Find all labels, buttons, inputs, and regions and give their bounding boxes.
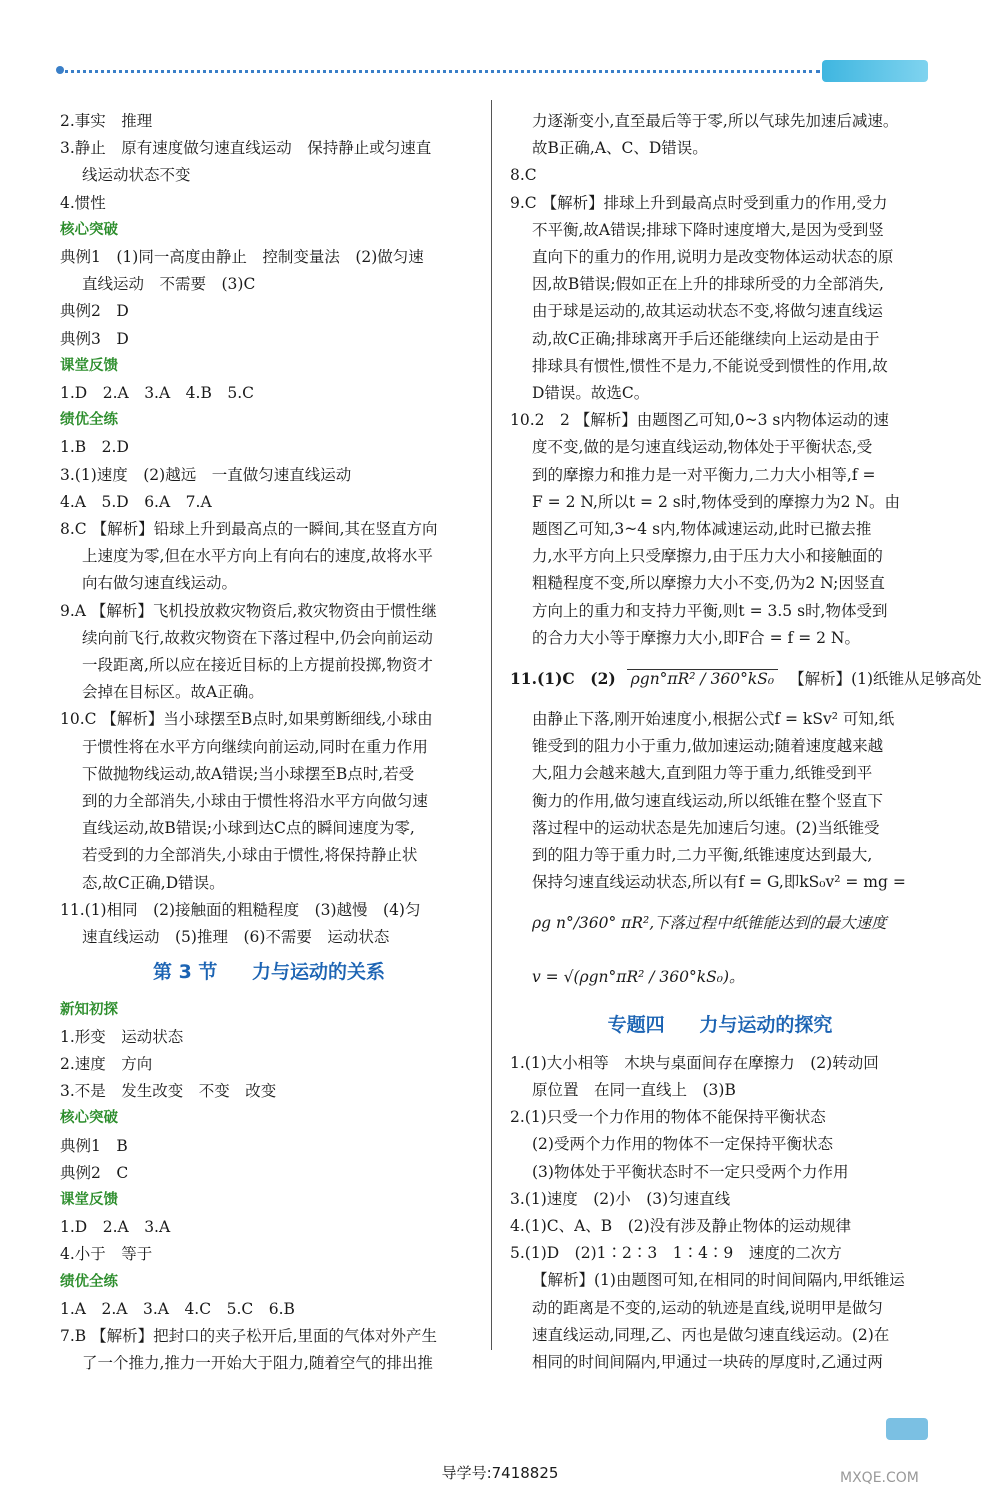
answer-line: 直向下的重力的作用,说明力是改变物体运动状态的原 xyxy=(532,248,894,267)
answer-line: 速直线运动 (5)推理 (6)不需要 运动状态 xyxy=(82,928,390,947)
answer-line: 9.C 【解析】排球上升到最高点时受到重力的作用,受力 xyxy=(510,193,888,212)
answer-line: 上速度为零,但在水平方向上有向右的速度,故将水平 xyxy=(82,547,433,566)
answer-line: 8.C xyxy=(510,166,537,185)
header-badge xyxy=(822,60,928,82)
topic-4-heading xyxy=(510,1012,930,1039)
answer-line: 方向上的重力和支持力平衡,则t = 3.5 s时,物体受到 xyxy=(532,601,888,620)
answer-line: 8.C 【解析】铅球上升到最高点的一瞬间,其在竖直方向 xyxy=(60,520,438,539)
answer-line: 落过程中的运动状态是先加速后匀速。(2)当纸锥受 xyxy=(532,818,880,837)
answer-line: 5.(1)D (2)1∶2∶3 1∶4∶9 速度的二次方 xyxy=(510,1244,842,1263)
chapter-title: 力与运动的关系 xyxy=(252,961,386,984)
answer-line: 直线运动 不需要 (3)C xyxy=(82,275,256,294)
answer-line: 1.D 2.A 3.A 4.B 5.C xyxy=(60,384,255,403)
right-column xyxy=(510,108,982,1376)
q11-sqrt-formula: ρgn°πR² / 360°kS₀ xyxy=(627,669,778,688)
answer-line: 态,故C正确,D错误。 xyxy=(82,873,225,892)
q11-formula-text2: v = √(ρgn°πR² / 360°kS₀)。 xyxy=(532,968,745,987)
answer-line: 9.A 【解析】飞机投放救灾物资后,救灾物资由于惯性继 xyxy=(60,601,437,620)
left-answers-part1 xyxy=(60,108,478,951)
answer-line: 7.B 【解析】把封口的夹子松开后,里面的气体对外产生 xyxy=(60,1326,438,1345)
answer-line: 动,故C正确;排球离开手后还能继续向上运动是由于 xyxy=(532,329,880,348)
answer-line: 3.静止 原有速度做匀速直线运动 保持静止或匀速直 xyxy=(60,139,432,158)
right-answers-part3 xyxy=(510,1050,930,1376)
answer-line: 到的摩擦力和推力是一对平衡力,二力大小相等,f = xyxy=(532,465,876,484)
left-column xyxy=(60,108,478,1377)
page-number-badge xyxy=(886,1418,928,1440)
chapter-3-heading xyxy=(60,959,478,986)
answer-line: 的合力大小等于摩擦力大小,即F合 = f = 2 N。 xyxy=(532,628,860,647)
answer-line: 1.形变 运动状态 xyxy=(60,1027,184,1046)
answer-line: 了一个推力,推力一开始大于阻力,随着空气的排出推 xyxy=(82,1354,433,1373)
q11-head: 11.(1)C (2) xyxy=(510,669,616,689)
answer-line: 典例2 D xyxy=(60,302,129,321)
section-heading: 核心突破 xyxy=(60,1110,118,1127)
answer-line: 直线运动,故B错误;小球到达C点的瞬间速度为零, xyxy=(82,819,415,838)
answer-line: (2)受两个力作用的物体不一定保持平衡状态 xyxy=(532,1135,833,1154)
answer-line: 排球具有惯性,惯性不是力,不能说受到惯性的作用,故 xyxy=(532,356,888,375)
answer-line: 力,水平方向上只受摩擦力,由于压力大小和接触面的 xyxy=(532,547,883,566)
q11-formula-line xyxy=(510,652,982,706)
section-heading: 新知初探 xyxy=(60,1001,118,1018)
header-dotted-rule xyxy=(58,70,820,73)
answer-line: 速直线运动,同理,乙、丙也是做匀速直线运动。(2)在 xyxy=(532,1325,890,1344)
answer-line: F = 2 N,所以t = 2 s时,物体受到的摩擦力为2 N。由 xyxy=(532,492,900,511)
section-heading: 课堂反馈 xyxy=(60,1191,118,1208)
watermark-text: MXQE.COM xyxy=(840,1470,919,1486)
answer-line: 线运动状态不变 xyxy=(82,166,191,185)
answer-line: 粗糙程度不变,所以摩擦力大小不变,仍为2 N;因竖直 xyxy=(532,574,885,593)
chapter-number: 第 3 节 xyxy=(152,961,218,984)
answer-line: 题图乙可知,3~4 s内,物体减速运动,此时已撤去推 xyxy=(532,520,872,539)
right-answers-part1 xyxy=(510,108,930,652)
q11-formula-text1: ρg n°/360° πR²,下落过程中纸锥能达到的最大速度 xyxy=(532,914,887,933)
answer-line: 故B正确,A、C、D错误。 xyxy=(532,139,708,158)
section-heading: 核心突破 xyxy=(60,221,118,238)
answer-line: 锥受到的阻力小于重力,做加速运动;随着速度越来越 xyxy=(532,737,884,756)
answer-line: 4.A 5.D 6.A 7.A xyxy=(60,492,212,511)
footer-guide-number: 导学号:7418825 xyxy=(441,1464,559,1482)
answer-line: 因,故B错误;假如正在上升的排球所受的力全部消失, xyxy=(532,275,884,294)
answer-line: 【解析】(1)由题图可知,在相同的时间间隔内,甲纸锥运 xyxy=(532,1271,905,1290)
answer-line: 4.(1)C、A、B (2)没有涉及静止物体的运动规律 xyxy=(510,1216,852,1235)
answer-line: 10.C 【解析】当小球摆至B点时,如果剪断细线,小球由 xyxy=(60,710,433,729)
answer-line: 由于球是运动的,故其运动状态不变,将做匀速直线运 xyxy=(532,302,883,321)
topic-number: 专题四 xyxy=(607,1014,665,1037)
answer-line: 续向前飞行,故救灾物资在下落过程中,仍会向前运动 xyxy=(82,628,433,647)
answer-line: 典例2 C xyxy=(60,1163,129,1182)
answer-line: 1.B 2.D xyxy=(60,438,129,457)
answer-line: 到的阻力等于重力时,二力平衡,纸锥速度达到最大, xyxy=(532,846,873,865)
answer-line: 3.(1)速度 (2)越远 一直做匀速直线运动 xyxy=(60,465,352,484)
answer-line: 1.D 2.A 3.A xyxy=(60,1218,171,1237)
answer-line: 度不变,做的是匀速直线运动,物体处于平衡状态,受 xyxy=(532,438,873,457)
answer-line: 一段距离,所以应在接近目标的上方提前投掷,物资才 xyxy=(82,656,433,675)
answer-line: 由静止下落,刚开始速度小,根据公式f = kSv² 可知,纸 xyxy=(532,710,895,729)
answer-line: 力逐渐变小,直至最后等于零,所以气球先加速后减速。 xyxy=(532,112,899,130)
answer-line: 到的力全部消失,小球由于惯性将沿水平方向做匀速 xyxy=(82,792,428,811)
answer-line: 1.(1)大小相等 木块与桌面间存在摩擦力 (2)转动回 xyxy=(510,1053,879,1072)
answer-line: 保持匀速直线运动状态,所以有f = G,即kS₀v² = mg = xyxy=(532,873,906,892)
answer-line: 4.小于 等于 xyxy=(60,1245,153,1264)
answer-line: 动的距离是不变的,运动的轨迹是直线,说明甲是做匀 xyxy=(532,1298,883,1317)
column-divider xyxy=(491,100,492,1350)
answer-line: 若受到的力全部消失,小球由于惯性,将保持静止状 xyxy=(82,846,418,865)
section-heading: 绩优全练 xyxy=(60,1273,118,1290)
answer-line: 不平衡,故A错误;排球下降时速度增大,是因为受到竖 xyxy=(532,220,884,239)
answer-line: 1.A 2.A 3.A 4.C 5.C 6.B xyxy=(60,1299,295,1318)
answer-line: 典例3 D xyxy=(60,329,129,348)
answer-line: 11.(1)相同 (2)接触面的粗糙程度 (3)越慢 (4)匀 xyxy=(60,900,421,919)
answer-line: 典例1 B xyxy=(60,1136,128,1155)
answer-line: D错误。故选C。 xyxy=(532,384,650,403)
topic-title: 力与运动的探究 xyxy=(699,1014,833,1037)
answer-line: 原位置 在同一直线上 (3)B xyxy=(532,1080,736,1099)
section-heading: 绩优全练 xyxy=(60,412,118,429)
answer-line: 下做抛物线运动,故A错误;当小球摆至B点时,若受 xyxy=(82,764,415,783)
answer-line: 3.不是 发生改变 不变 改变 xyxy=(60,1082,277,1101)
right-answers-part2 xyxy=(510,706,930,896)
section-heading: 课堂反馈 xyxy=(60,357,118,374)
answer-line: 相同的时间间隔内,甲通过一块砖的厚度时,乙通过两 xyxy=(532,1352,883,1371)
answer-line: 2.速度 方向 xyxy=(60,1054,153,1073)
answer-line: 3.(1)速度 (2)小 (3)匀速直线 xyxy=(510,1189,731,1208)
answer-line: 向右做匀速直线运动。 xyxy=(82,574,238,593)
left-answers-part2 xyxy=(60,997,478,1378)
q11-tail: 【解析】(1)纸锥从足够高处 xyxy=(789,670,982,689)
q11-formula-line3 xyxy=(510,950,930,1004)
q11-formula-line2 xyxy=(510,896,930,950)
answer-line: 4.惯性 xyxy=(60,193,106,212)
answer-line: (3)物体处于平衡状态时不一定只受两个力作用 xyxy=(532,1162,849,1181)
answer-line: 10.2 2 【解析】由题图乙可知,0~3 s内物体运动的速 xyxy=(510,411,889,430)
answer-line: 大,阻力会越来越大,直到阻力等于重力,纸锥受到平 xyxy=(532,764,873,783)
answer-line: 衡力的作用,做匀速直线运动,所以纸锥在整个竖直下 xyxy=(532,791,883,810)
answer-line: 2.(1)只受一个力作用的物体不能保持平衡状态 xyxy=(510,1108,826,1127)
answer-line: 于惯性将在水平方向继续向前运动,同时在重力作用 xyxy=(82,737,428,756)
answer-line: 典例1 (1)同一高度由静止 控制变量法 (2)做匀速 xyxy=(60,248,424,267)
answer-line: 2.事实 推理 xyxy=(60,112,153,130)
answer-line: 会掉在目标区。故A正确。 xyxy=(82,683,264,702)
